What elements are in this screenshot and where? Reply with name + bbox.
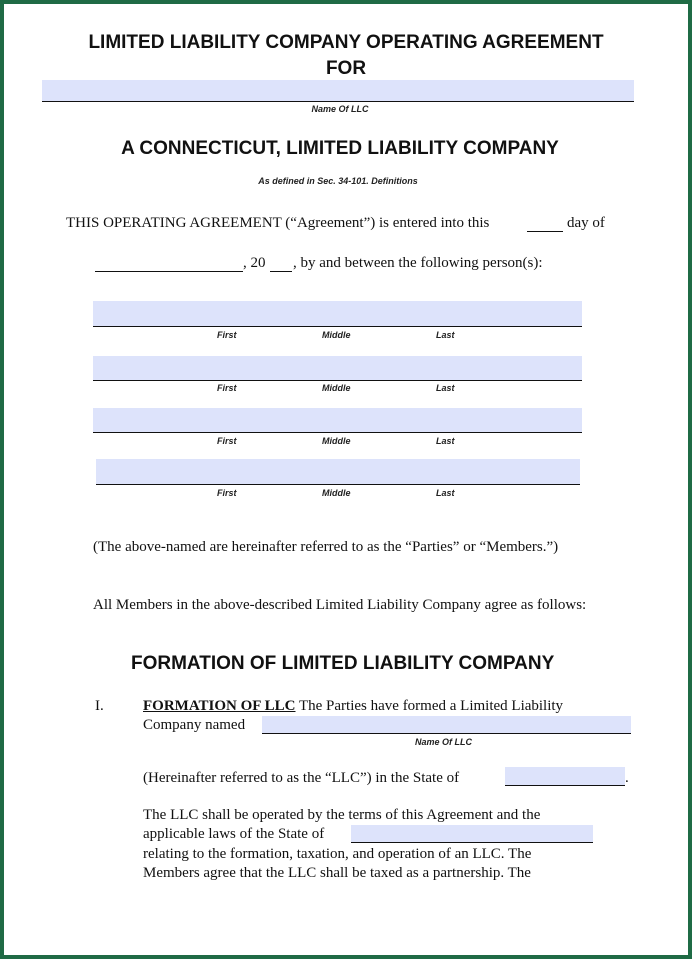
party-2-name-field[interactable] [93,356,582,381]
party-2-first-label: First [217,383,237,393]
state-heading: A CONNECTICUT, LIMITED LIABILITY COMPANY [121,138,559,159]
members-agree-text: All Members in the above-described Limited Liability Company agree as follows: [93,597,587,613]
formation-paragraph [143,697,563,716]
intro-text-1: THIS OPERATING AGREEMENT (“Agreement”) is entered into this [66,215,490,231]
section-heading: FORMATION OF LIMITED LIABILITY COMPANY [131,653,555,674]
company-name-field[interactable] [262,716,631,734]
year-field[interactable] [270,270,292,272]
formation-title: FORMATION OF LLC [143,698,296,714]
party-1-name-field[interactable] [93,301,582,327]
party-4-first-label: First [217,488,237,498]
month-field[interactable] [95,270,243,272]
hereinafter-text: (Hereinafter referred to as the “LLC”) in the State of [143,770,460,786]
defined-note: As defined in Sec. 34-101. Definitions [258,176,418,186]
operated-line-4: Members agree that the LLC shall be taxed as a partnership. The [143,865,531,881]
party-1-first-label: First [217,330,237,340]
intro-year-prefix: , 20 [243,255,266,271]
party-2-middle-label: Middle [322,383,351,393]
state-field[interactable] [505,767,625,786]
title-line-1: LIMITED LIABILITY COMPANY OPERATING AGREEMENT [88,32,604,53]
company-named-text: Company named [143,717,246,733]
operated-line-2: applicable laws of the State of [143,826,325,842]
section-number: I. [95,698,104,714]
party-3-middle-label: Middle [322,436,351,446]
party-3-last-label: Last [436,436,455,446]
operated-line-3: relating to the formation, taxation, and operation of an LLC. The [143,846,532,862]
operated-line-1: The LLC shall be operated by the terms of this Agreement and the [143,807,541,823]
company-name-label: Name Of LLC [415,737,473,747]
llc-name-field[interactable] [42,80,634,102]
parties-note: (The above-named are hereinafter referred to as the “Parties” or “Members.”) [93,539,559,555]
party-4-middle-label: Middle [322,488,351,498]
llc-name-label: Name Of LLC [311,104,369,114]
party-4-last-label: Last [436,488,455,498]
day-field[interactable] [527,230,563,232]
party-3-first-label: First [217,436,237,446]
party-1-last-label: Last [436,330,455,340]
title-line-2: FOR [325,58,367,79]
formation-text: The Parties have formed a Limited Liability [295,698,564,714]
governing-state-field[interactable] [351,825,593,843]
intro-text-2: , by and between the following person(s): [293,255,543,271]
party-3-name-field[interactable] [93,408,582,433]
party-2-last-label: Last [436,383,455,393]
period: . [625,770,629,786]
party-1-middle-label: Middle [322,330,351,340]
party-4-name-field[interactable] [96,459,580,485]
intro-day-of: day of [567,215,605,231]
